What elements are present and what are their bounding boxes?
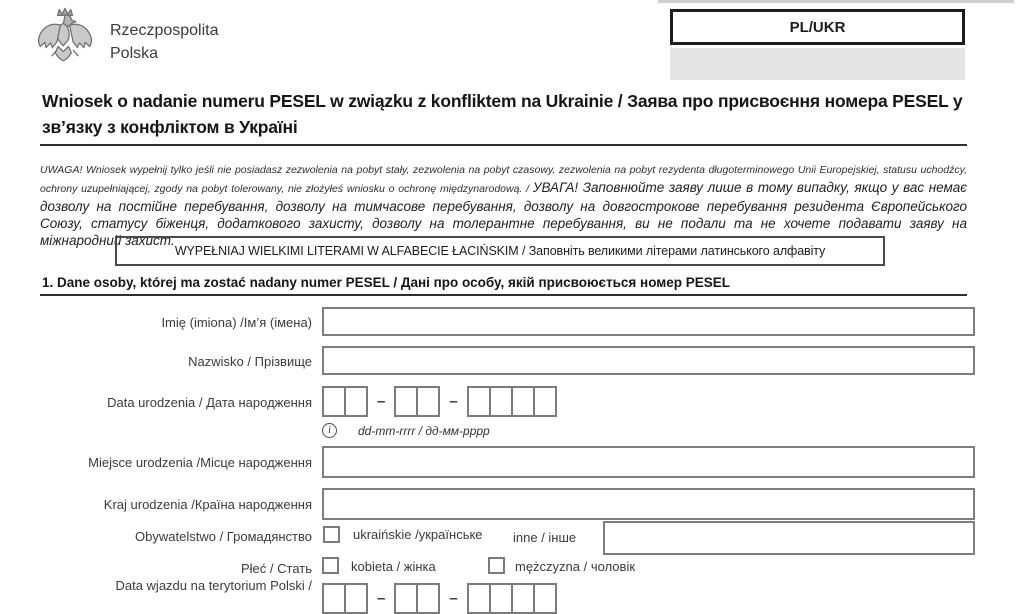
date-digit-cell[interactable] xyxy=(394,583,418,614)
date-digit-cell[interactable] xyxy=(467,386,491,417)
last-name-label: Nazwisko / Прізвище xyxy=(188,354,312,369)
warning-ukrainian-text: УВАГА! Заповнюйте заяву лише в тому випадку, якщо у вас немає дозволу на постійне перебування, дозволу на тимчасове перебування, дозволу на довгострокове перебування резидента Європейського Союзу, статусу біженця, додаткового захисту, дозволу на толерантне перебування, ви не подали та не хочете подавати заяву на міжнародний захист. xyxy=(40,180,967,248)
last-name-input[interactable] xyxy=(322,346,975,375)
date-digit-cell[interactable] xyxy=(322,583,346,614)
org-name-line2: Polska xyxy=(110,45,159,62)
entry-date-day-cells[interactable] xyxy=(322,583,368,614)
birth-place-label: Miejsce urodzenia /Місце народження xyxy=(88,455,312,470)
entry-date-input[interactable] xyxy=(322,583,557,614)
org-name xyxy=(110,19,219,65)
polish-eagle-emblem-icon xyxy=(36,5,94,74)
top-edge-artifact xyxy=(658,0,1014,3)
entry-date-label: Data wjazdu na terytorium Polski / xyxy=(115,578,312,593)
warning-polish-text: UWAGA! Wniosek wypełnij tylko jeśli nie posiadasz zezwolenia na pobyt stały, zezwolenia na pobyt czasowy, zezwolenia na pobyt rezydenta długoterminowego Unii Europejskiej, statusu uchodźcy, ochrony uzupełniającej, zgody na pobyt tolerowany, nie złożyłeś wniosku o ochronę międzynarodową. / xyxy=(40,164,967,195)
date-separator: – xyxy=(449,590,458,607)
date-digit-cell[interactable] xyxy=(511,386,535,417)
date-digit-cell[interactable] xyxy=(394,386,418,417)
date-separator: – xyxy=(377,393,386,410)
citizenship-ukrainian-option-label: ukraińskie /українське xyxy=(353,527,483,542)
sex-male-checkbox[interactable] xyxy=(488,557,505,574)
date-digit-cell[interactable] xyxy=(533,386,557,417)
first-name-label: Imię (imiona) /Ім’я (імена) xyxy=(161,315,312,330)
birth-country-input[interactable] xyxy=(322,488,975,520)
language-badge: PL/UKR xyxy=(670,9,965,45)
info-icon: i xyxy=(322,423,337,438)
org-name-line1: Rzeczpospolita xyxy=(110,22,219,39)
entry-date-year-cells[interactable] xyxy=(467,583,557,614)
section1-heading: 1. Dane osoby, której ma zostać nadany numer PESEL / Дані про особу, якій присвоюється номер PESEL xyxy=(42,275,731,290)
date-digit-cell[interactable] xyxy=(489,386,513,417)
citizenship-other-option-label: inne / інше xyxy=(513,530,577,545)
date-digit-cell[interactable] xyxy=(344,583,368,614)
date-digit-cell[interactable] xyxy=(467,583,491,614)
section1-divider xyxy=(40,294,967,296)
birth-date-day-cells[interactable] xyxy=(322,386,368,417)
entry-date-month-cells[interactable] xyxy=(394,583,440,614)
date-digit-cell[interactable] xyxy=(416,583,440,614)
sex-female-checkbox[interactable] xyxy=(322,557,339,574)
date-digit-cell[interactable] xyxy=(416,386,440,417)
date-digit-cell[interactable] xyxy=(489,583,513,614)
date-digit-cell[interactable] xyxy=(533,583,557,614)
birth-country-label: Kraj urodzenia /Країна народження xyxy=(103,497,312,512)
sex-male-option-label: mężczyzna / чоловік xyxy=(515,559,636,574)
uppercase-instruction-box: WYPEŁNIAJ WIELKIMI LITERAMI W ALFABECIE ŁACIŃSKIM / Заповніть великими літерами латинського алфавіту xyxy=(115,236,885,266)
birth-place-input[interactable] xyxy=(322,446,975,478)
birth-date-hint-row xyxy=(322,423,490,438)
date-digit-cell[interactable] xyxy=(511,583,535,614)
citizenship-ukrainian-checkbox[interactable] xyxy=(323,526,340,543)
sex-label: Płeć / Стать xyxy=(241,561,312,576)
form-title: Wniosek o nadanie numeru PESEL w związku z konfliktem na Ukrainie / Заява про присвоєння номера PESEL у зв’язку з конфліктом в Україні xyxy=(42,91,963,137)
birth-date-input[interactable] xyxy=(322,386,557,417)
citizenship-label: Obywatelstwo / Громадянство xyxy=(135,529,312,544)
birth-date-month-cells[interactable] xyxy=(394,386,440,417)
date-format-hint: dd-mm-rrrr / дд-мм-рррр xyxy=(358,423,490,438)
citizenship-other-input[interactable] xyxy=(603,521,975,555)
date-digit-cell[interactable] xyxy=(344,386,368,417)
form-code-gray-box xyxy=(670,48,965,80)
date-separator: – xyxy=(449,393,458,410)
sex-female-option-label: kobieta / жінка xyxy=(351,559,436,574)
birth-date-label: Data urodzenia / Дата народження xyxy=(107,395,312,410)
first-name-input[interactable] xyxy=(322,307,975,336)
title-divider xyxy=(40,144,967,146)
date-separator: – xyxy=(377,590,386,607)
date-digit-cell[interactable] xyxy=(322,386,346,417)
birth-date-year-cells[interactable] xyxy=(467,386,557,417)
